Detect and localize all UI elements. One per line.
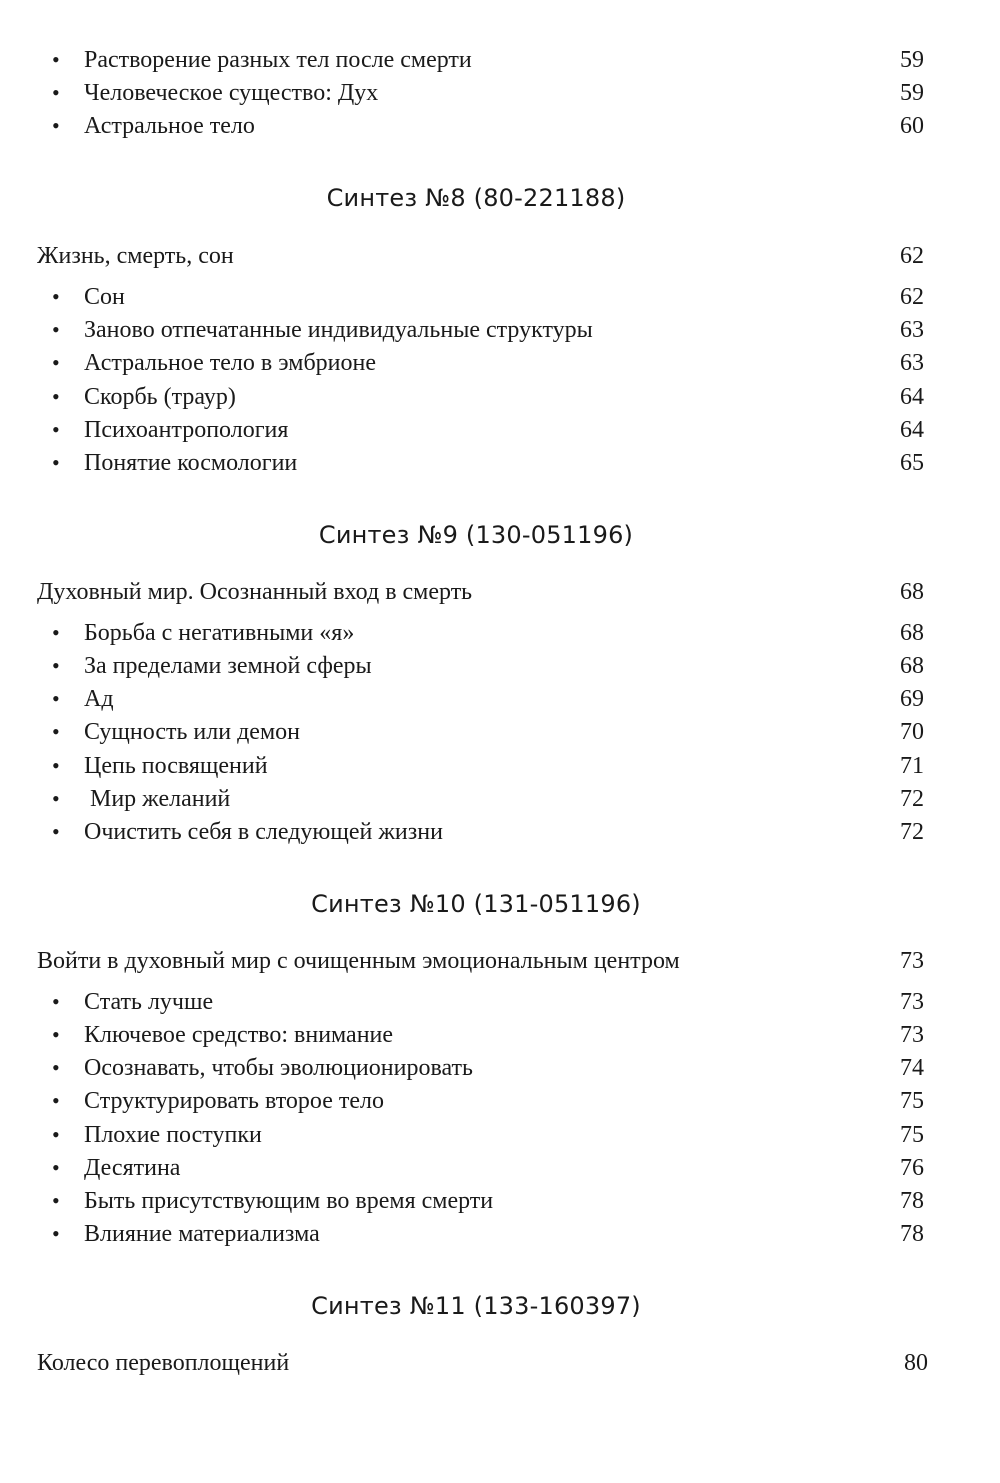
toc-item-page: 64 xyxy=(900,384,924,410)
toc-item[interactable] xyxy=(0,1051,1000,1085)
bullet-icon: • xyxy=(52,989,60,1014)
toc-item[interactable] xyxy=(0,1151,1000,1185)
bullet-icon: • xyxy=(52,1022,60,1047)
toc-item-page: 63 xyxy=(900,317,924,343)
toc-item-page: 59 xyxy=(900,47,924,73)
toc-item-page: 74 xyxy=(900,1055,924,1081)
bullet-icon: • xyxy=(52,317,60,342)
toc-item-page: 72 xyxy=(900,819,924,845)
bullet-icon: • xyxy=(52,80,60,105)
toc-item-label: Скорбь (траур) xyxy=(84,384,236,410)
bullet-icon: • xyxy=(52,753,60,778)
toc-item-label: Ключевое средство: внимание xyxy=(84,1022,394,1048)
bullet-icon: • xyxy=(52,1055,60,1080)
toc-item-page: 73 xyxy=(900,989,924,1015)
bullet-icon: • xyxy=(52,719,60,744)
toc-chapter-label: Духовный мир. Осознанный вход в смерть xyxy=(37,579,473,605)
toc-item-label: Цепь посвящений xyxy=(84,753,268,779)
toc-item-page: 78 xyxy=(900,1188,924,1214)
toc-item-label: Психоантропология xyxy=(84,417,289,443)
bullet-icon: • xyxy=(52,1188,60,1213)
bullet-icon: • xyxy=(52,384,60,409)
toc-chapter-page: 62 xyxy=(900,243,924,269)
toc-item-label: Плохие поступки xyxy=(84,1122,262,1148)
toc-item[interactable] xyxy=(0,446,1000,480)
toc-item-label: Осознавать, чтобы эволюционировать xyxy=(84,1055,473,1081)
toc-item-label: Ад xyxy=(84,686,114,712)
toc-item[interactable] xyxy=(0,715,1000,749)
toc-item-label: Сон xyxy=(84,284,125,310)
toc-item-page: 76 xyxy=(900,1155,924,1181)
bullet-icon: • xyxy=(52,350,60,375)
toc-item-page: 68 xyxy=(900,620,924,646)
toc-item[interactable] xyxy=(0,1118,1000,1152)
toc-item-label: Человеческое существо: Дух xyxy=(84,80,379,106)
bullet-icon: • xyxy=(52,1088,60,1113)
section-title: Синтез №10 (131-051196) xyxy=(311,890,641,918)
toc-item-label: Влияние материализма xyxy=(84,1221,320,1247)
toc-item[interactable] xyxy=(0,985,1000,1019)
bullet-icon: • xyxy=(52,1122,60,1147)
toc-item[interactable] xyxy=(0,1184,1000,1218)
toc-item[interactable] xyxy=(0,109,1000,143)
toc-item[interactable] xyxy=(0,1018,1000,1052)
bullet-icon: • xyxy=(52,1155,60,1180)
toc-item[interactable] xyxy=(0,616,1000,650)
toc-item-label: Заново отпечатанные индивидуальные структуры xyxy=(84,317,593,343)
toc-item-page: 60 xyxy=(900,113,924,139)
toc-chapter-label: Колесо перевоплощений xyxy=(37,1350,290,1376)
toc-chapter-page: 73 xyxy=(900,948,924,974)
toc-item-page: 59 xyxy=(900,80,924,106)
toc-item-label: За пределами земной сферы xyxy=(84,653,372,679)
toc-item[interactable] xyxy=(0,1084,1000,1118)
toc-item[interactable] xyxy=(0,1217,1000,1251)
toc-item-label: Борьба с негативными «я» xyxy=(84,620,355,646)
toc-item[interactable] xyxy=(0,649,1000,683)
toc-chapter[interactable] xyxy=(0,239,1000,273)
bullet-icon: • xyxy=(52,1221,60,1246)
toc-chapter-label: Жизнь, смерть, сон xyxy=(37,243,234,269)
toc-item-label: Растворение разных тел после смерти xyxy=(84,47,472,73)
toc-item[interactable] xyxy=(0,76,1000,110)
bullet-icon: • xyxy=(52,284,60,309)
bullet-icon: • xyxy=(52,620,60,645)
toc-item[interactable] xyxy=(0,313,1000,347)
toc-item-page: 68 xyxy=(900,653,924,679)
toc-item-page: 69 xyxy=(900,686,924,712)
toc-chapter-label: Войти в духовный мир с очищенным эмоциональным центром xyxy=(37,948,680,974)
bullet-icon: • xyxy=(52,47,60,72)
toc-item-page: 63 xyxy=(900,350,924,376)
toc-item[interactable] xyxy=(0,43,1000,77)
bullet-icon: • xyxy=(52,417,60,442)
toc-item[interactable] xyxy=(0,280,1000,314)
toc-item-page: 70 xyxy=(900,719,924,745)
toc-item-label: Десятина xyxy=(84,1155,181,1181)
toc-item-label: Понятие космологии xyxy=(84,450,298,476)
bullet-icon: • xyxy=(52,450,60,475)
toc-item[interactable] xyxy=(0,413,1000,447)
toc-item-label: Быть присутствующим во время смерти xyxy=(84,1188,494,1214)
bullet-icon: • xyxy=(52,786,60,811)
toc-item-page: 72 xyxy=(900,786,924,812)
section-title: Синтез №9 (130-051196) xyxy=(318,521,634,549)
toc-item-label: Структурировать второе тело xyxy=(84,1088,384,1114)
toc-item-page: 65 xyxy=(900,450,924,476)
toc-item-page: 62 xyxy=(900,284,924,310)
toc-item-label: Мир желаний xyxy=(84,786,231,812)
toc-item-page: 71 xyxy=(900,753,924,779)
toc-item-label: Сущность или демон xyxy=(84,719,300,745)
toc-chapter[interactable] xyxy=(0,1346,1000,1380)
section-title: Синтез №11 (133-160397) xyxy=(311,1292,641,1320)
toc-item[interactable] xyxy=(0,682,1000,716)
toc-item-page: 73 xyxy=(900,1022,924,1048)
toc-item[interactable] xyxy=(0,782,1000,816)
toc-item[interactable] xyxy=(0,346,1000,380)
toc-chapter-page: 80 xyxy=(904,1350,928,1376)
toc-item-label: Очистить себя в следующей жизни xyxy=(84,819,443,845)
toc-item-label: Астральное тело в эмбрионе xyxy=(84,350,377,376)
toc-item-page: 75 xyxy=(900,1088,924,1114)
toc-item[interactable] xyxy=(0,380,1000,414)
toc-item-label: Астральное тело xyxy=(84,113,255,139)
toc-chapter[interactable] xyxy=(0,575,1000,609)
bullet-icon: • xyxy=(52,113,60,138)
toc-chapter-page: 68 xyxy=(900,579,924,605)
section-title: Синтез №8 (80-221188) xyxy=(326,184,626,212)
bullet-icon: • xyxy=(52,819,60,844)
toc-item-page: 75 xyxy=(900,1122,924,1148)
toc-item-page: 78 xyxy=(900,1221,924,1247)
toc-item-label: Стать лучше xyxy=(84,989,214,1015)
toc-item-page: 64 xyxy=(900,417,924,443)
toc-item[interactable] xyxy=(0,815,1000,849)
toc-item[interactable] xyxy=(0,749,1000,783)
toc-chapter[interactable] xyxy=(0,944,1000,978)
bullet-icon: • xyxy=(52,686,60,711)
bullet-icon: • xyxy=(52,653,60,678)
